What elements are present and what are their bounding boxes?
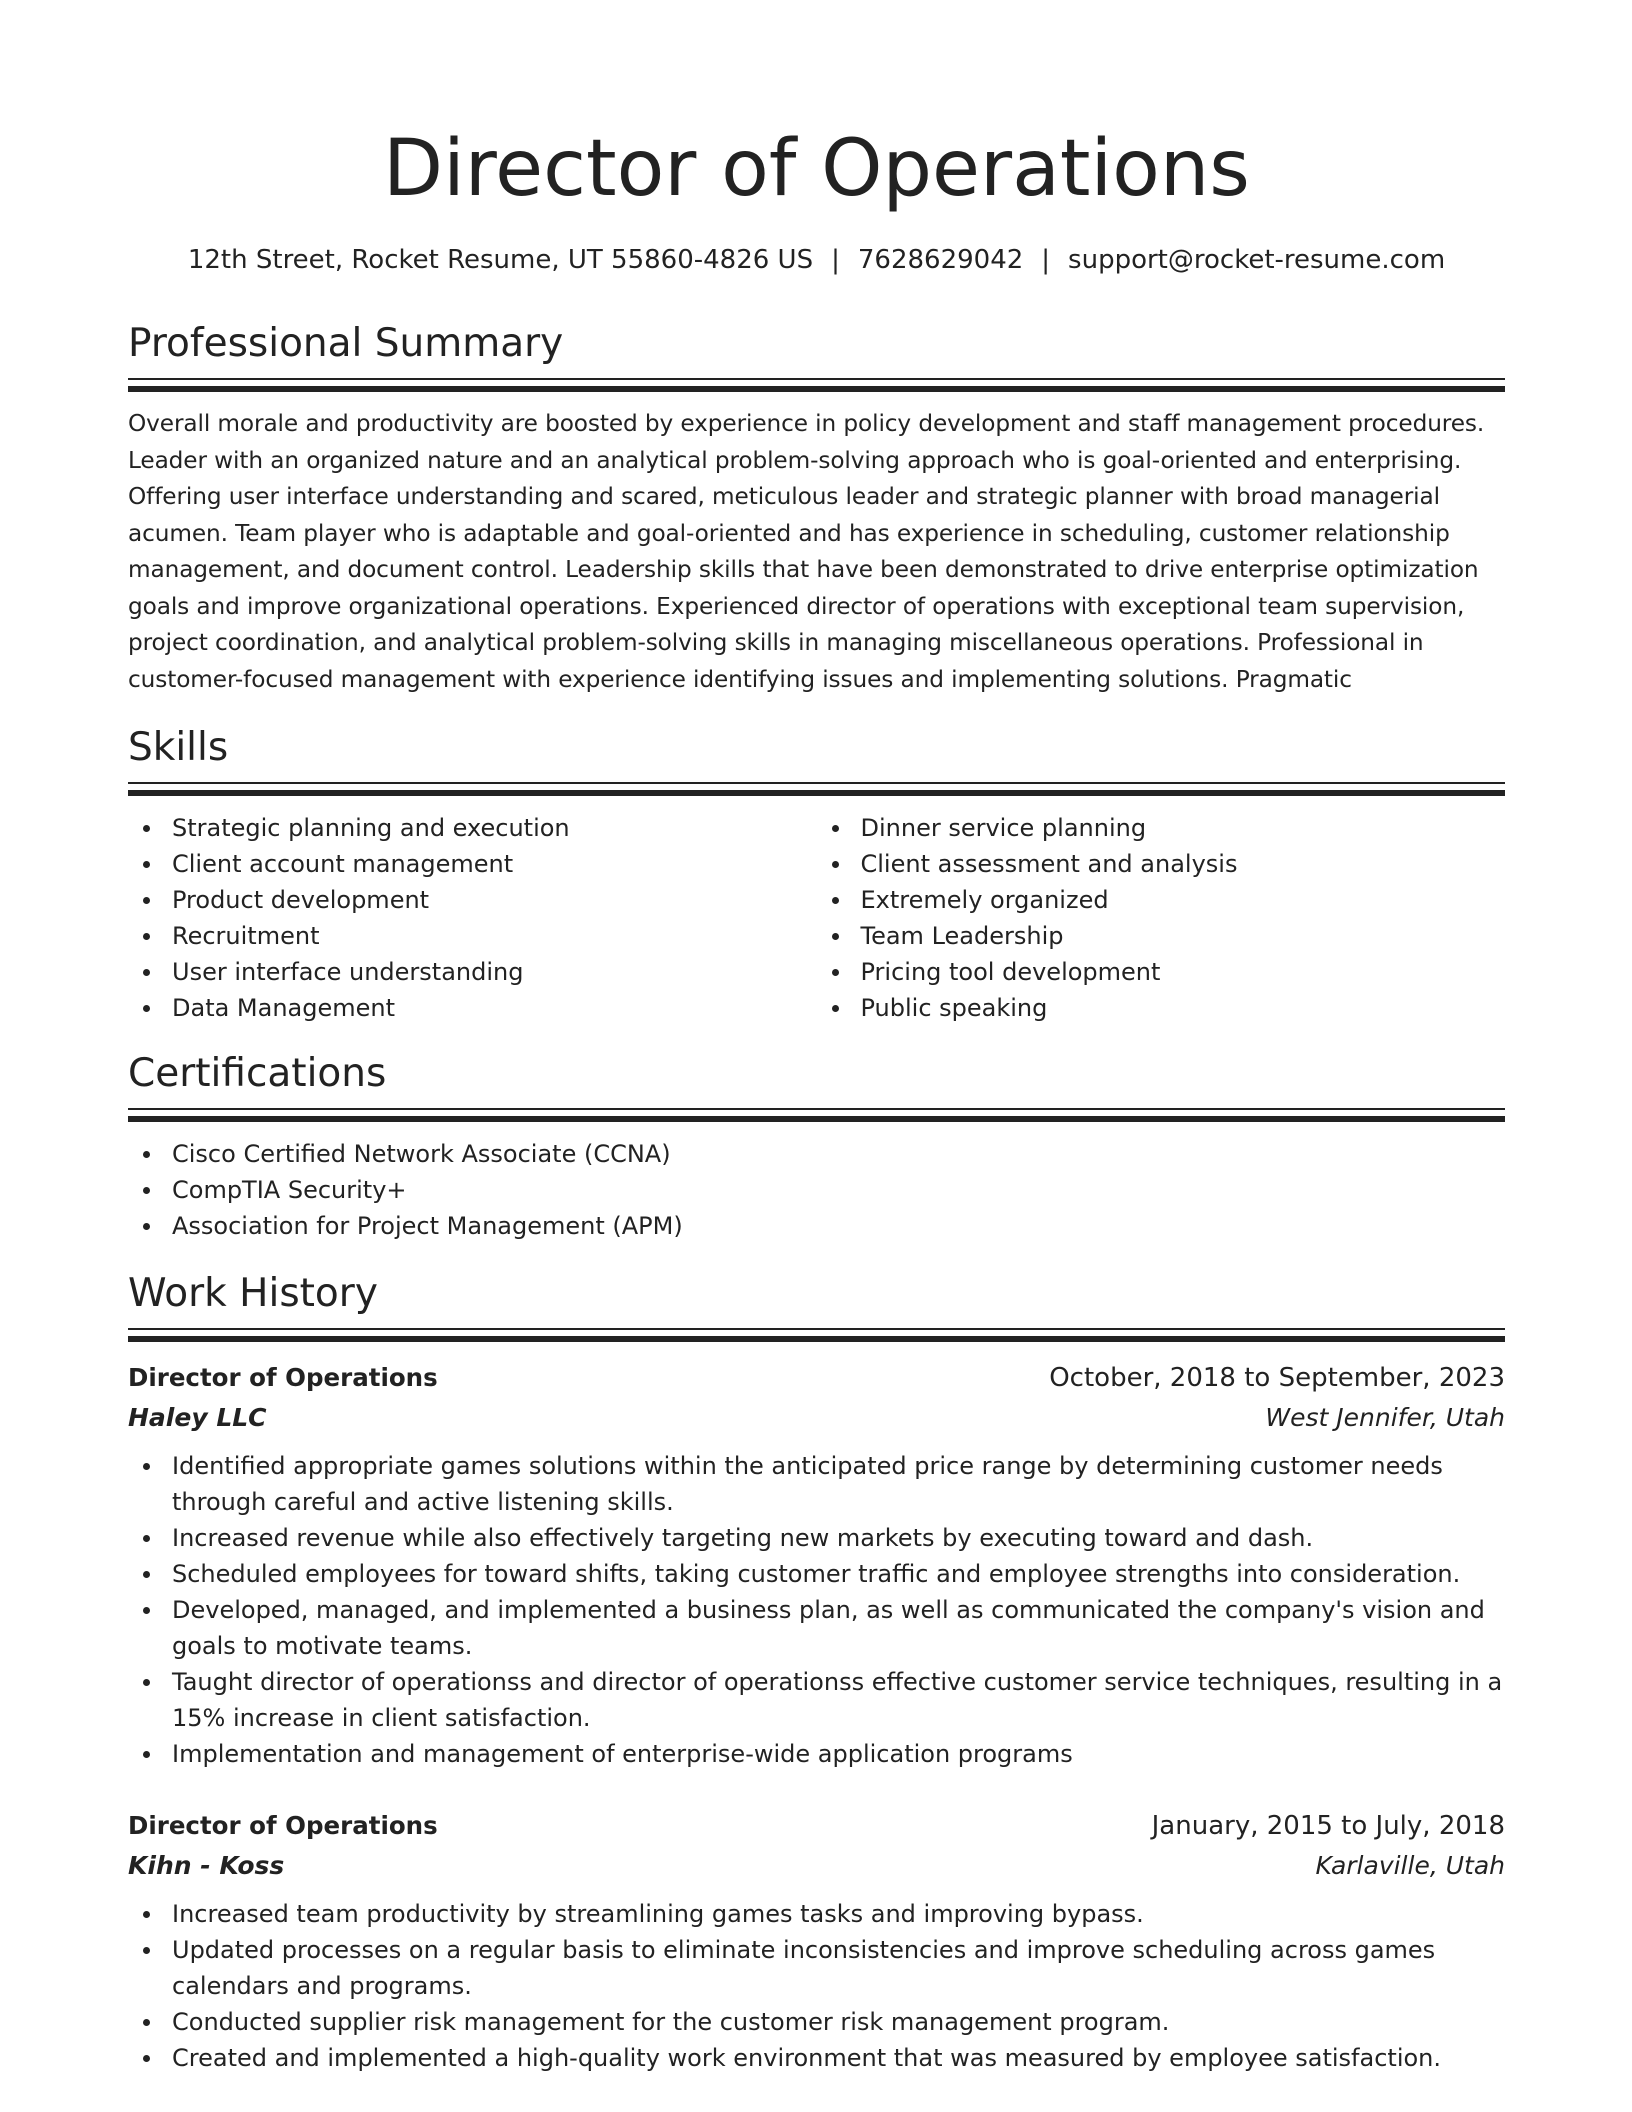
- section-divider: [128, 1328, 1505, 1342]
- certification-item: Association for Project Management (APM): [128, 1208, 1505, 1244]
- skills-section: [128, 724, 1505, 1026]
- section-heading-skills: Skills: [128, 725, 229, 770]
- job-bullet-list: [128, 1896, 1505, 2076]
- section-divider: [128, 782, 1505, 796]
- job-title: Director of Operations: [128, 1363, 438, 1392]
- job-dates: October, 2018 to September, 2023: [1049, 1363, 1505, 1393]
- job-location: West Jennifer, Utah: [1265, 1403, 1505, 1432]
- job-company: Haley LLC: [128, 1403, 267, 1432]
- job-bullet: Developed, managed, and implemented a business plan, as well as communicated the company's vision and goals to motivate teams.: [128, 1592, 1505, 1664]
- job-company: Kihn - Koss: [128, 1851, 285, 1880]
- skills-column-left: [128, 810, 817, 1026]
- job-bullet: Conducted supplier risk management for the customer risk management program.: [128, 2004, 1505, 2040]
- job-entry: [128, 1806, 1505, 2076]
- certifications-section: [128, 1050, 1505, 1244]
- certifications-list: [128, 1136, 1505, 1244]
- contact-separator: |: [831, 245, 840, 275]
- job-header-row: [128, 1806, 1505, 1846]
- skill-item: Team Leadership: [817, 918, 1506, 954]
- section-heading-summary: Professional Summary: [128, 321, 564, 366]
- job-title: Director of Operations: [128, 1811, 438, 1840]
- skill-item: Data Management: [128, 990, 817, 1026]
- contact-phone: 7628629042: [857, 245, 1024, 275]
- job-bullet: Updated processes on a regular basis to eliminate inconsistencies and improve scheduling across games calendars and programs.: [128, 1932, 1505, 2004]
- skill-item: Extremely organized: [817, 882, 1506, 918]
- work-history-section: [128, 1270, 1505, 2076]
- skill-item: Recruitment: [128, 918, 817, 954]
- job-bullet-list: [128, 1448, 1505, 1772]
- skill-item: User interface understanding: [128, 954, 817, 990]
- skill-item: Strategic planning and execution: [128, 810, 817, 846]
- job-location: Karlaville, Utah: [1315, 1851, 1505, 1880]
- resume-title: Director of Operations: [383, 124, 1250, 214]
- job-company-row: [128, 1846, 1505, 1886]
- job-header-row: [128, 1358, 1505, 1398]
- skill-item: Client account management: [128, 846, 817, 882]
- summary-text: Overall morale and productivity are boosted by experience in policy development and staff management procedures. Leader with an organized nature and an analytical problem-solving approach who is goal-oriented and enterprising. Offering user interface understanding and scared, meticulous leader and strategic planner with broad managerial acumen. Team player who is adaptable and goal-oriented and has experience in scheduling, customer relationship management, and document control. Leadership skills that have been demonstrated to drive enterprise optimization goals and improve organizational operations. Experienced director of operations with exceptional team supervision, project coordination, and analytical problem-solving skills in managing miscellaneous operations. Professional in customer-focused management with experience identifying issues and implementing solutions. Pragmatic: [128, 410, 1485, 693]
- skills-column-right: [817, 810, 1506, 1026]
- job-company-row: [128, 1398, 1505, 1438]
- job-bullet: Scheduled employees for toward shifts, taking customer traffic and employee strengths into consideration.: [128, 1556, 1505, 1592]
- job-bullet: Identified appropriate games solutions within the anticipated price range by determining customer needs through careful and active listening skills.: [128, 1448, 1505, 1520]
- skill-item: Pricing tool development: [817, 954, 1506, 990]
- skill-item: Client assessment and analysis: [817, 846, 1506, 882]
- job-bullet: Implementation and management of enterprise-wide application programs: [128, 1736, 1505, 1772]
- certification-item: CompTIA Security+: [128, 1172, 1505, 1208]
- job-bullet: Increased team productivity by streamlining games tasks and improving bypass.: [128, 1896, 1505, 1932]
- section-divider: [128, 378, 1505, 392]
- contact-separator: |: [1041, 245, 1051, 275]
- section-heading-work-history: Work History: [128, 1271, 378, 1316]
- skill-item: Public speaking: [817, 990, 1506, 1026]
- contact-line: [128, 242, 1505, 278]
- skill-item: Dinner service planning: [817, 810, 1506, 846]
- certification-item: Cisco Certified Network Associate (CCNA): [128, 1136, 1505, 1172]
- job-dates: January, 2015 to July, 2018: [1151, 1811, 1505, 1841]
- section-divider: [128, 1108, 1505, 1122]
- skill-item: Product development: [128, 882, 817, 918]
- job-bullet: Created and implemented a high-quality work environment that was measured by employee satisfaction.: [128, 2040, 1505, 2076]
- contact-address: 12th Street, Rocket Resume, UT 55860-4826 US: [187, 245, 814, 275]
- section-heading-certifications: Certifications: [128, 1051, 387, 1096]
- contact-email: support@rocket-resume.com: [1068, 245, 1446, 275]
- job-bullet: Taught director of operationss and director of operationss effective customer service techniques, resulting in a 15% increase in client satisfaction.: [128, 1664, 1505, 1736]
- job-entry: [128, 1358, 1505, 1772]
- job-bullet: Increased revenue while also effectively targeting new markets by executing toward and dash.: [128, 1520, 1505, 1556]
- professional-summary-section: [128, 320, 1505, 698]
- skills-grid: [128, 810, 1505, 1026]
